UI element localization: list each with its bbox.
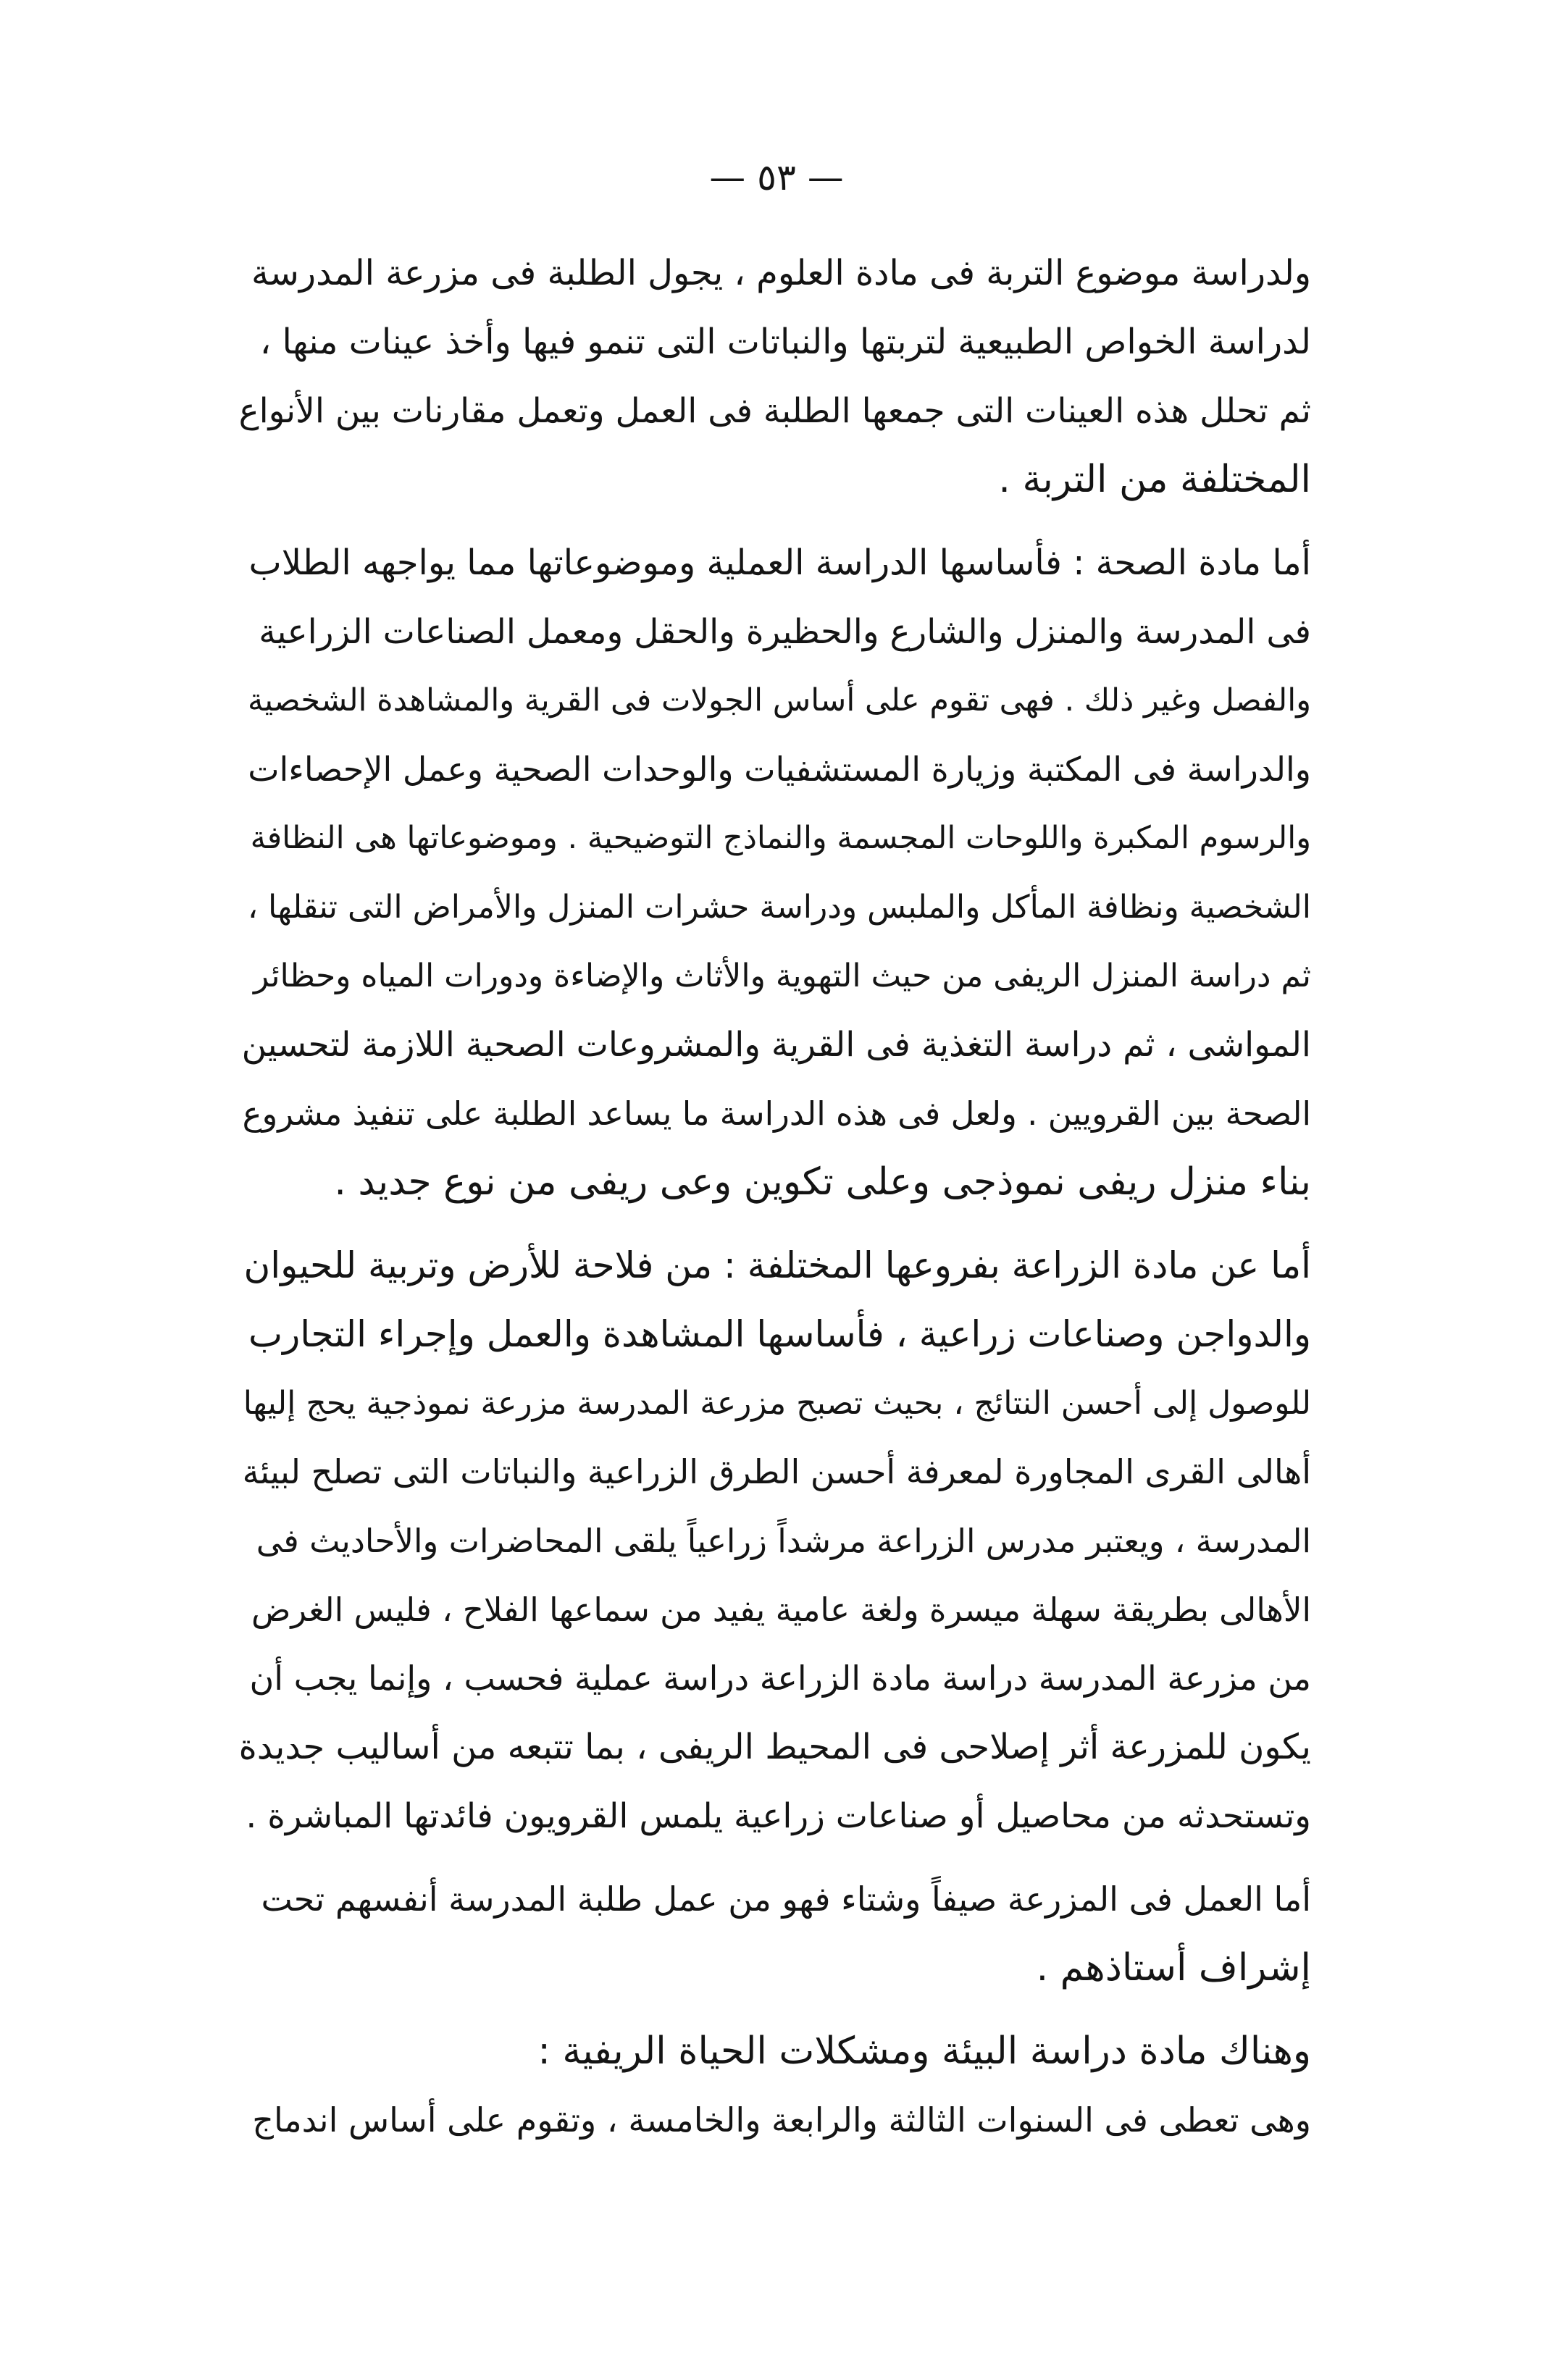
paragraph-agriculture-subject xyxy=(239,1231,1311,1851)
text-line: للوصول إلى أحسن النتائج ، بحيث تصبح مزرعة المدرسة مزرعة نموذجية يحج إليها xyxy=(243,1385,1311,1422)
text-line: فى المدرسة والمنزل والشارع والحظيرة والحقل ومعمل الصناعات الزراعية xyxy=(259,612,1311,652)
text-line: أما مادة الصحة : فأساسها الدراسة العملية وموضوعاتها مما يواجهه الطلاب xyxy=(248,542,1311,583)
text-line: لدراسة الخواص الطبيعية لتربتها والنباتات التى تنمو فيها وأخذ عينات منها ، xyxy=(259,322,1311,362)
text-line: المدرسة ، ويعتبر مدرس الزراعة مرشداً زراعياً يلقى المحاضرات والأحاديث فى xyxy=(256,1522,1311,1560)
paragraph-health-subject xyxy=(239,529,1311,1217)
text-line: والرسوم المكبرة واللوحات المجسمة والنماذج التوضيحية . وموضوعاتها هى النظافة xyxy=(250,820,1311,856)
text-line: أهالى القرى المجاورة لمعرفة أحسن الطرق الزراعية والنباتات التى تصلح لبيئة xyxy=(242,1452,1311,1491)
text-line: وهناك مادة دراسة البيئة ومشكلات الحياة الريفية : xyxy=(537,2029,1311,2073)
text-line: والفصل وغير ذلك . فهى تقوم على أساس الجولات فى القرية والمشاهدة الشخصية xyxy=(248,682,1311,718)
text-line: الأهالى بطريقة سهلة ميسرة ولغة عامية يفيد من سماعها الفلاح ، فليس الغرض xyxy=(251,1591,1311,1629)
text-line: ثم دراسة المنزل الريفى من حيث التهوية والأثاث والإضاءة ودورات المياه وحظائر xyxy=(253,958,1311,994)
text-line: وهى تعطى فى السنوات الثالثة والرابعة والخامسة ، وتقوم على أساس اندماج xyxy=(252,2100,1311,2140)
text-line: أما العمل فى المزرعة صيفاً وشتاء فهو من عمل طلبة المدرسة أنفسهم تحت xyxy=(261,1880,1311,1919)
text-line: الصحة بين القرويين . ولعل فى هذه الدراسة ما يساعد الطلبة على تنفيذ مشروع xyxy=(242,1094,1311,1133)
text-line: المختلفة من التربة . xyxy=(998,458,1311,501)
text-line: المواشى ، ثم دراسة التغذية فى القرية والمشروعات الصحية اللازمة لتحسين xyxy=(241,1025,1311,1065)
text-line: بناء منزل ريفى نموذجى وعلى تكوين وعى ريفى من نوع جديد . xyxy=(334,1160,1311,1204)
text-line: يكون للمزرعة أثر إصلاحى فى المحيط الريفى ، بما تتبعه من أساليب جديدة xyxy=(238,1727,1311,1767)
paragraph-environment-study xyxy=(239,2017,1311,2155)
body-text xyxy=(239,239,1311,2155)
text-line: أما عن مادة الزراعة بفروعها المختلفة : من فلاحة للأرض وتربية للحيوان xyxy=(243,1244,1311,1286)
text-line: ولدراسة موضوع التربة فى مادة العلوم ، يجول الطلبة فى مزرعة المدرسة xyxy=(251,253,1311,293)
page-number: — ٥٣ — xyxy=(709,156,844,198)
text-line: من مزرعة المدرسة دراسة مادة الزراعة دراسة عملية فحسب ، وإنما يجب أن xyxy=(249,1659,1311,1698)
text-line: والدواجن وصناعات زراعية ، فأساسها المشاهدة والعمل وإجراء التجارب xyxy=(248,1313,1311,1355)
text-line: ثم تحلل هذه العينات التى جمعها الطلبة فى العمل وتعمل مقارنات بين الأنواع xyxy=(238,391,1311,431)
text-line: وتستحدثه من محاصيل أو صناعات زراعية يلمس القرويون فائدتها المباشرة . xyxy=(246,1796,1311,1836)
text-line: والدراسة فى المكتبة وزيارة المستشفيات والوحدات الصحية وعمل الإحصاءات xyxy=(248,750,1311,789)
paragraph-soil-study xyxy=(239,239,1311,514)
text-line: الشخصية ونظافة المأكل والملبس ودراسة حشرات المنزل والأمراض التى تنقلها ، xyxy=(247,889,1311,926)
paragraph-farm-work xyxy=(239,1865,1311,2003)
text-line: إشراف أستاذهم . xyxy=(1036,1946,1311,1990)
